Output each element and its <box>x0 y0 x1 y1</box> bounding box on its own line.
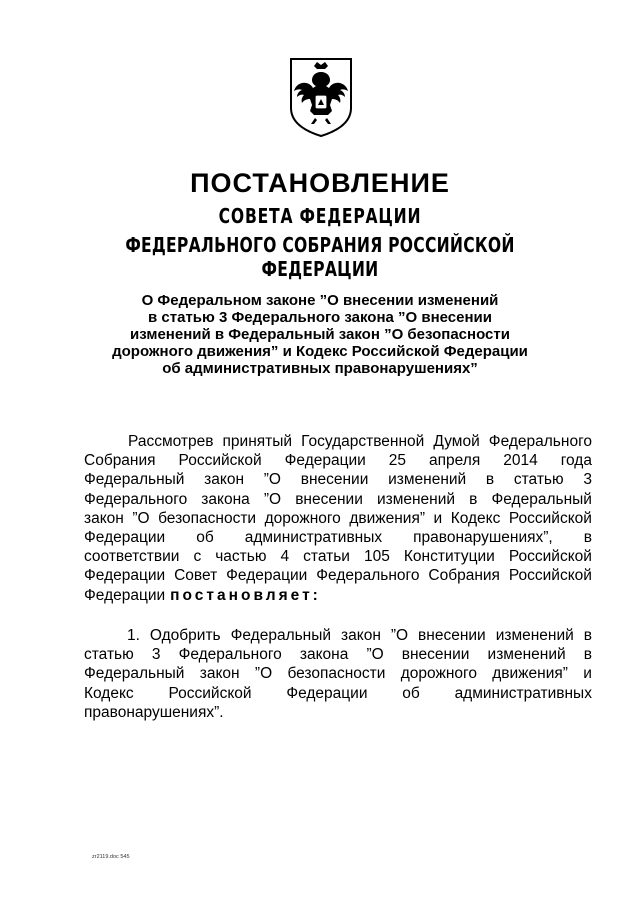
text-word: административных <box>244 529 383 547</box>
text-word: административных <box>454 684 592 702</box>
text-word: 105 <box>364 548 390 566</box>
text-word: Собрания <box>84 452 156 470</box>
text-word: Федерального <box>488 433 592 450</box>
issuer-line-1: СОВЕТА ФЕДЕРАЦИИ <box>218 204 422 228</box>
text-word: Федеральный <box>84 471 185 489</box>
text-word: ”О <box>263 471 281 489</box>
text-line <box>84 586 592 605</box>
text-word: внесении <box>295 490 363 508</box>
text-word: Федеральный <box>491 490 592 508</box>
text-word: Федерального <box>316 567 420 585</box>
text-word: внесении <box>300 471 369 489</box>
text-word: соответствии <box>84 548 180 566</box>
heading-line: О Федеральном законе ”О внесении изменений <box>141 292 499 309</box>
text-word: безопасности <box>158 509 257 527</box>
heading-line: об административных правонарушениях” <box>162 360 478 377</box>
text-word: об <box>402 684 420 702</box>
text-word: апреля <box>429 452 481 470</box>
text-word: ”О <box>366 646 384 664</box>
text-word: Государственной <box>301 433 425 450</box>
text-word: закон <box>199 665 240 683</box>
text-word: закона <box>201 490 250 508</box>
text-word: в <box>583 529 592 547</box>
text-word: Российской <box>508 509 592 527</box>
text-line <box>84 626 592 645</box>
file-reference: zr2119.doc 545 <box>92 854 130 860</box>
text-word: Федерации <box>226 567 308 585</box>
text-line <box>84 703 592 722</box>
text-word: закон <box>341 627 381 644</box>
issuer-line-2: ФЕДЕРАЛЬНОГО СОБРАНИЯ РОССИЙСКОЙ ФЕДЕРАЦИИ <box>125 233 515 281</box>
text-word: Федеральный <box>230 627 332 644</box>
text-word: Российской <box>508 567 592 585</box>
text-line <box>84 664 592 683</box>
text-word: закон <box>204 471 245 489</box>
text-word: Федеральный <box>84 665 185 683</box>
text-word: 1. <box>127 627 140 644</box>
coat-of-arms-icon <box>288 56 354 138</box>
text-line <box>84 528 592 547</box>
text-word: Федерации <box>284 452 366 470</box>
preamble-paragraph <box>84 432 592 605</box>
text-line <box>84 490 592 509</box>
text-line <box>84 509 592 528</box>
text-word: Российской <box>508 548 592 566</box>
text-word: движения” <box>349 509 426 527</box>
text-word: в <box>583 627 592 644</box>
text-word: принятый <box>222 433 293 450</box>
text-word: в <box>469 490 478 508</box>
text-word: Федерации <box>84 586 166 604</box>
text-word: правонарушениях”, <box>413 529 553 547</box>
text-word: 4 <box>280 548 290 566</box>
heading-line: в статью 3 Федерального закона ”О внесении <box>148 309 492 326</box>
text-word: об <box>196 529 214 547</box>
text-word: Кодекс <box>84 684 134 702</box>
text-word: Собрания <box>428 567 500 585</box>
text-word: правонарушениях”. <box>84 703 224 721</box>
heading-line: дорожного движения” и Кодекс Российской Федерации <box>112 343 528 360</box>
text-word: ”О <box>263 490 282 508</box>
text-word: Российской <box>178 452 262 470</box>
text-word: Федерального <box>84 490 188 508</box>
text-word: ”О <box>254 665 273 683</box>
text-word: 3 <box>583 471 592 489</box>
text-word: года <box>560 452 592 470</box>
text-word: внесении <box>418 627 486 644</box>
text-line <box>84 566 592 585</box>
text-word: движения” <box>492 665 568 683</box>
decision-item-1 <box>84 626 592 722</box>
text-word: Конституции <box>403 548 495 566</box>
text-line <box>84 645 592 664</box>
text-word: 25 <box>388 452 407 470</box>
text-word: закона <box>299 646 349 664</box>
text-word: закон <box>84 509 124 527</box>
text-word: частью <box>215 548 267 566</box>
text-line <box>84 432 592 451</box>
text-word: 3 <box>151 646 161 664</box>
text-word: Рассмотрев <box>128 433 214 450</box>
text-line <box>84 684 592 703</box>
text-word: изменений <box>388 471 467 489</box>
text-word: статью <box>84 646 134 664</box>
text-word: статью <box>513 471 564 489</box>
heading-line: изменений в Федеральный закон ”О безопасности <box>130 326 510 343</box>
text-word: Совет <box>174 567 218 585</box>
document-title: ПОСТАНОВЛЕНИЕ <box>190 168 450 198</box>
text-word: 2014 <box>503 452 538 470</box>
text-word: Кодекс <box>450 509 501 527</box>
text-word: дорожного <box>400 665 477 683</box>
text-word: Одобрить <box>149 627 221 644</box>
text-word: и <box>433 509 443 527</box>
text-word: Думой <box>433 433 480 450</box>
text-word: в <box>485 471 495 489</box>
text-word: ”О <box>390 627 409 644</box>
decision-keyword: постановляет: <box>170 586 321 604</box>
text-line <box>84 470 592 489</box>
text-word: внесении <box>401 646 470 664</box>
text-line <box>84 451 592 470</box>
text-word: статьи <box>303 548 350 566</box>
text-word: изменений <box>376 490 456 508</box>
text-word: Российской <box>168 684 252 702</box>
text-word: изменений <box>495 627 574 644</box>
text-word: с <box>193 548 202 566</box>
text-word: и <box>583 665 592 683</box>
text-word: безопасности <box>287 665 386 683</box>
text-word: Федерации <box>286 684 368 702</box>
text-word: Федерации <box>84 529 166 547</box>
text-word: изменений <box>487 646 566 664</box>
text-line <box>84 547 592 566</box>
text-word: в <box>583 646 592 664</box>
text-word: Федерации <box>84 567 166 585</box>
text-word: Федерального <box>178 646 282 664</box>
text-word: дорожного <box>264 509 341 527</box>
resolution-heading <box>90 292 550 377</box>
text-word: ”О <box>132 509 150 527</box>
